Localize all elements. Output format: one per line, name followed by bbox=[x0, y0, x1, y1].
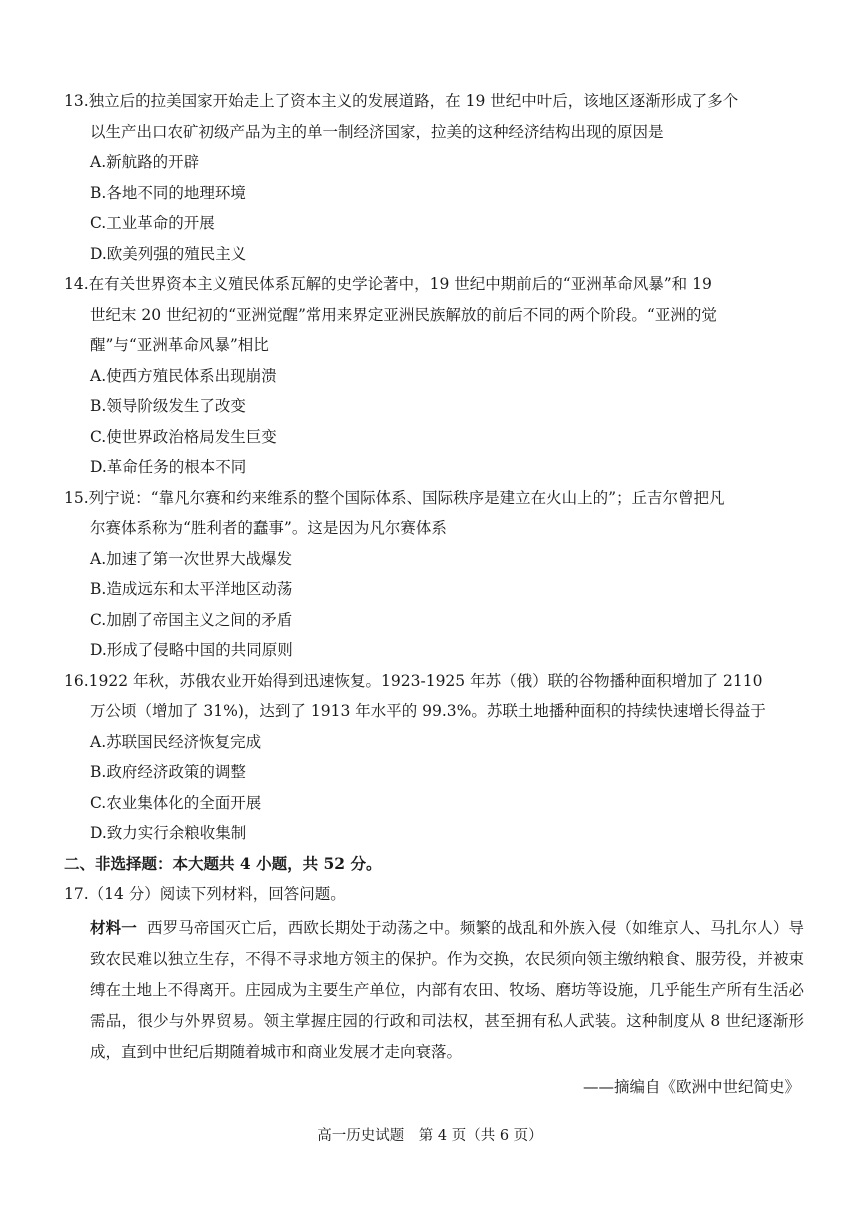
question-stem-line: 醒”与“亚洲革命风暴”相比 bbox=[90, 336, 269, 354]
question-15 bbox=[64, 483, 804, 666]
option-c: C.农业集体化的全面开展 bbox=[90, 793, 262, 812]
option-d: D.革命任务的根本不同 bbox=[90, 458, 247, 476]
option-d: D.致力实行余粮收集制 bbox=[90, 824, 247, 842]
material-label: 材料一 bbox=[90, 917, 137, 937]
option-c: C.加剧了帝国主义之间的矛盾 bbox=[90, 610, 293, 629]
option-c: C.工业革命的开展 bbox=[90, 214, 215, 232]
page-footer: 高一历史试题 第 4 页（共 6 页） bbox=[317, 1128, 543, 1144]
question-stem-line: 14.在有关世界资本主义殖民体系瓦解的史学论著中，19 世纪中期前后的“亚洲革命风暴”和 19 bbox=[64, 275, 712, 293]
question-17-stem: 17.（14 分）阅读下列材料，回答问题。 bbox=[64, 885, 346, 903]
question-stem-line: 尔赛体系称为“胜利者的蠢事”。这是因为凡尔赛体系 bbox=[90, 519, 447, 537]
question-stem-line: 世纪末 20 世纪初的“亚洲觉醒”常用来界定亚洲民族解放的前后不同的两个阶段。“亚洲的觉 bbox=[90, 305, 717, 324]
material-1 bbox=[64, 912, 804, 1068]
option-b: B.领导阶级发生了改变 bbox=[90, 397, 246, 415]
question-stem-line: 15.列宁说：“靠凡尔赛和约来维系的整个国际体系、国际秩序是建立在火山上的”；丘吉尔曾把凡 bbox=[64, 488, 725, 507]
option-b: B.政府经济政策的调整 bbox=[90, 763, 246, 781]
option-b: B.造成远东和太平洋地区动荡 bbox=[90, 580, 293, 598]
option-c: C.使世界政治格局发生巨变 bbox=[90, 427, 277, 446]
page-content bbox=[64, 86, 804, 1102]
question-stem-line: 以生产出口农矿初级产品为主的单一制经济国家，拉美的这种经济结构出现的原因是 bbox=[90, 122, 664, 141]
option-d: D.欧美列强的殖民主义 bbox=[90, 244, 247, 263]
option-d: D.形成了侵略中国的共同原则 bbox=[90, 641, 293, 659]
material-text: 西罗马帝国灭亡后，西欧长期处于动荡之中。频繁的战乱和外族入侵（如维京人、马扎尔人）导致农民难以独立生存，不得不寻求地方领主的保护。作为交换，农民须向领主缴纳粮食、服劳役，并被束缚在土地上不得离开。庄园成为主要生产单位，内部有农田、牧场、磨坊等设施，几乎能生产所有生活必需品，很少与外界贸易。领主掌握庄园的行政和司法权，甚至拥有私人武装。这种制度从 8 世纪逐渐形成，直到中世纪后期随着城市和商业发展才走向衰落。 bbox=[90, 918, 804, 1061]
option-a: A.苏联国民经济恢复完成 bbox=[90, 732, 262, 751]
question-16 bbox=[64, 666, 804, 849]
question-stem-line: 万公顷（增加了 31%)，达到了 1913 年水平的 99.3%。苏联土地播种面积的持续快速增长得益于 bbox=[90, 702, 766, 720]
option-b: B.各地不同的地理环境 bbox=[90, 183, 246, 202]
question-14 bbox=[64, 269, 804, 483]
option-a: A.加速了第一次世界大战爆发 bbox=[90, 549, 293, 568]
material-source: ——摘编自《欧洲中世纪简史》 bbox=[582, 1077, 800, 1096]
section-heading: 二、非选择题：本大题共 4 小题，共 52 分。 bbox=[64, 853, 382, 873]
option-a: A.使西方殖民体系出现崩溃 bbox=[90, 366, 277, 385]
question-stem-line: 16.1922 年秋，苏俄农业开始得到迅速恢复。1923-1925 年苏（俄）联的谷物播种面积增加了 2110 bbox=[64, 671, 763, 690]
option-a: A.新航路的开辟 bbox=[90, 153, 200, 171]
question-stem-line: 13.独立后的拉美国家开始走上了资本主义的发展道路，在 19 世纪中叶后，该地区逐渐形成了多个 bbox=[64, 92, 739, 110]
question-13 bbox=[64, 86, 804, 269]
